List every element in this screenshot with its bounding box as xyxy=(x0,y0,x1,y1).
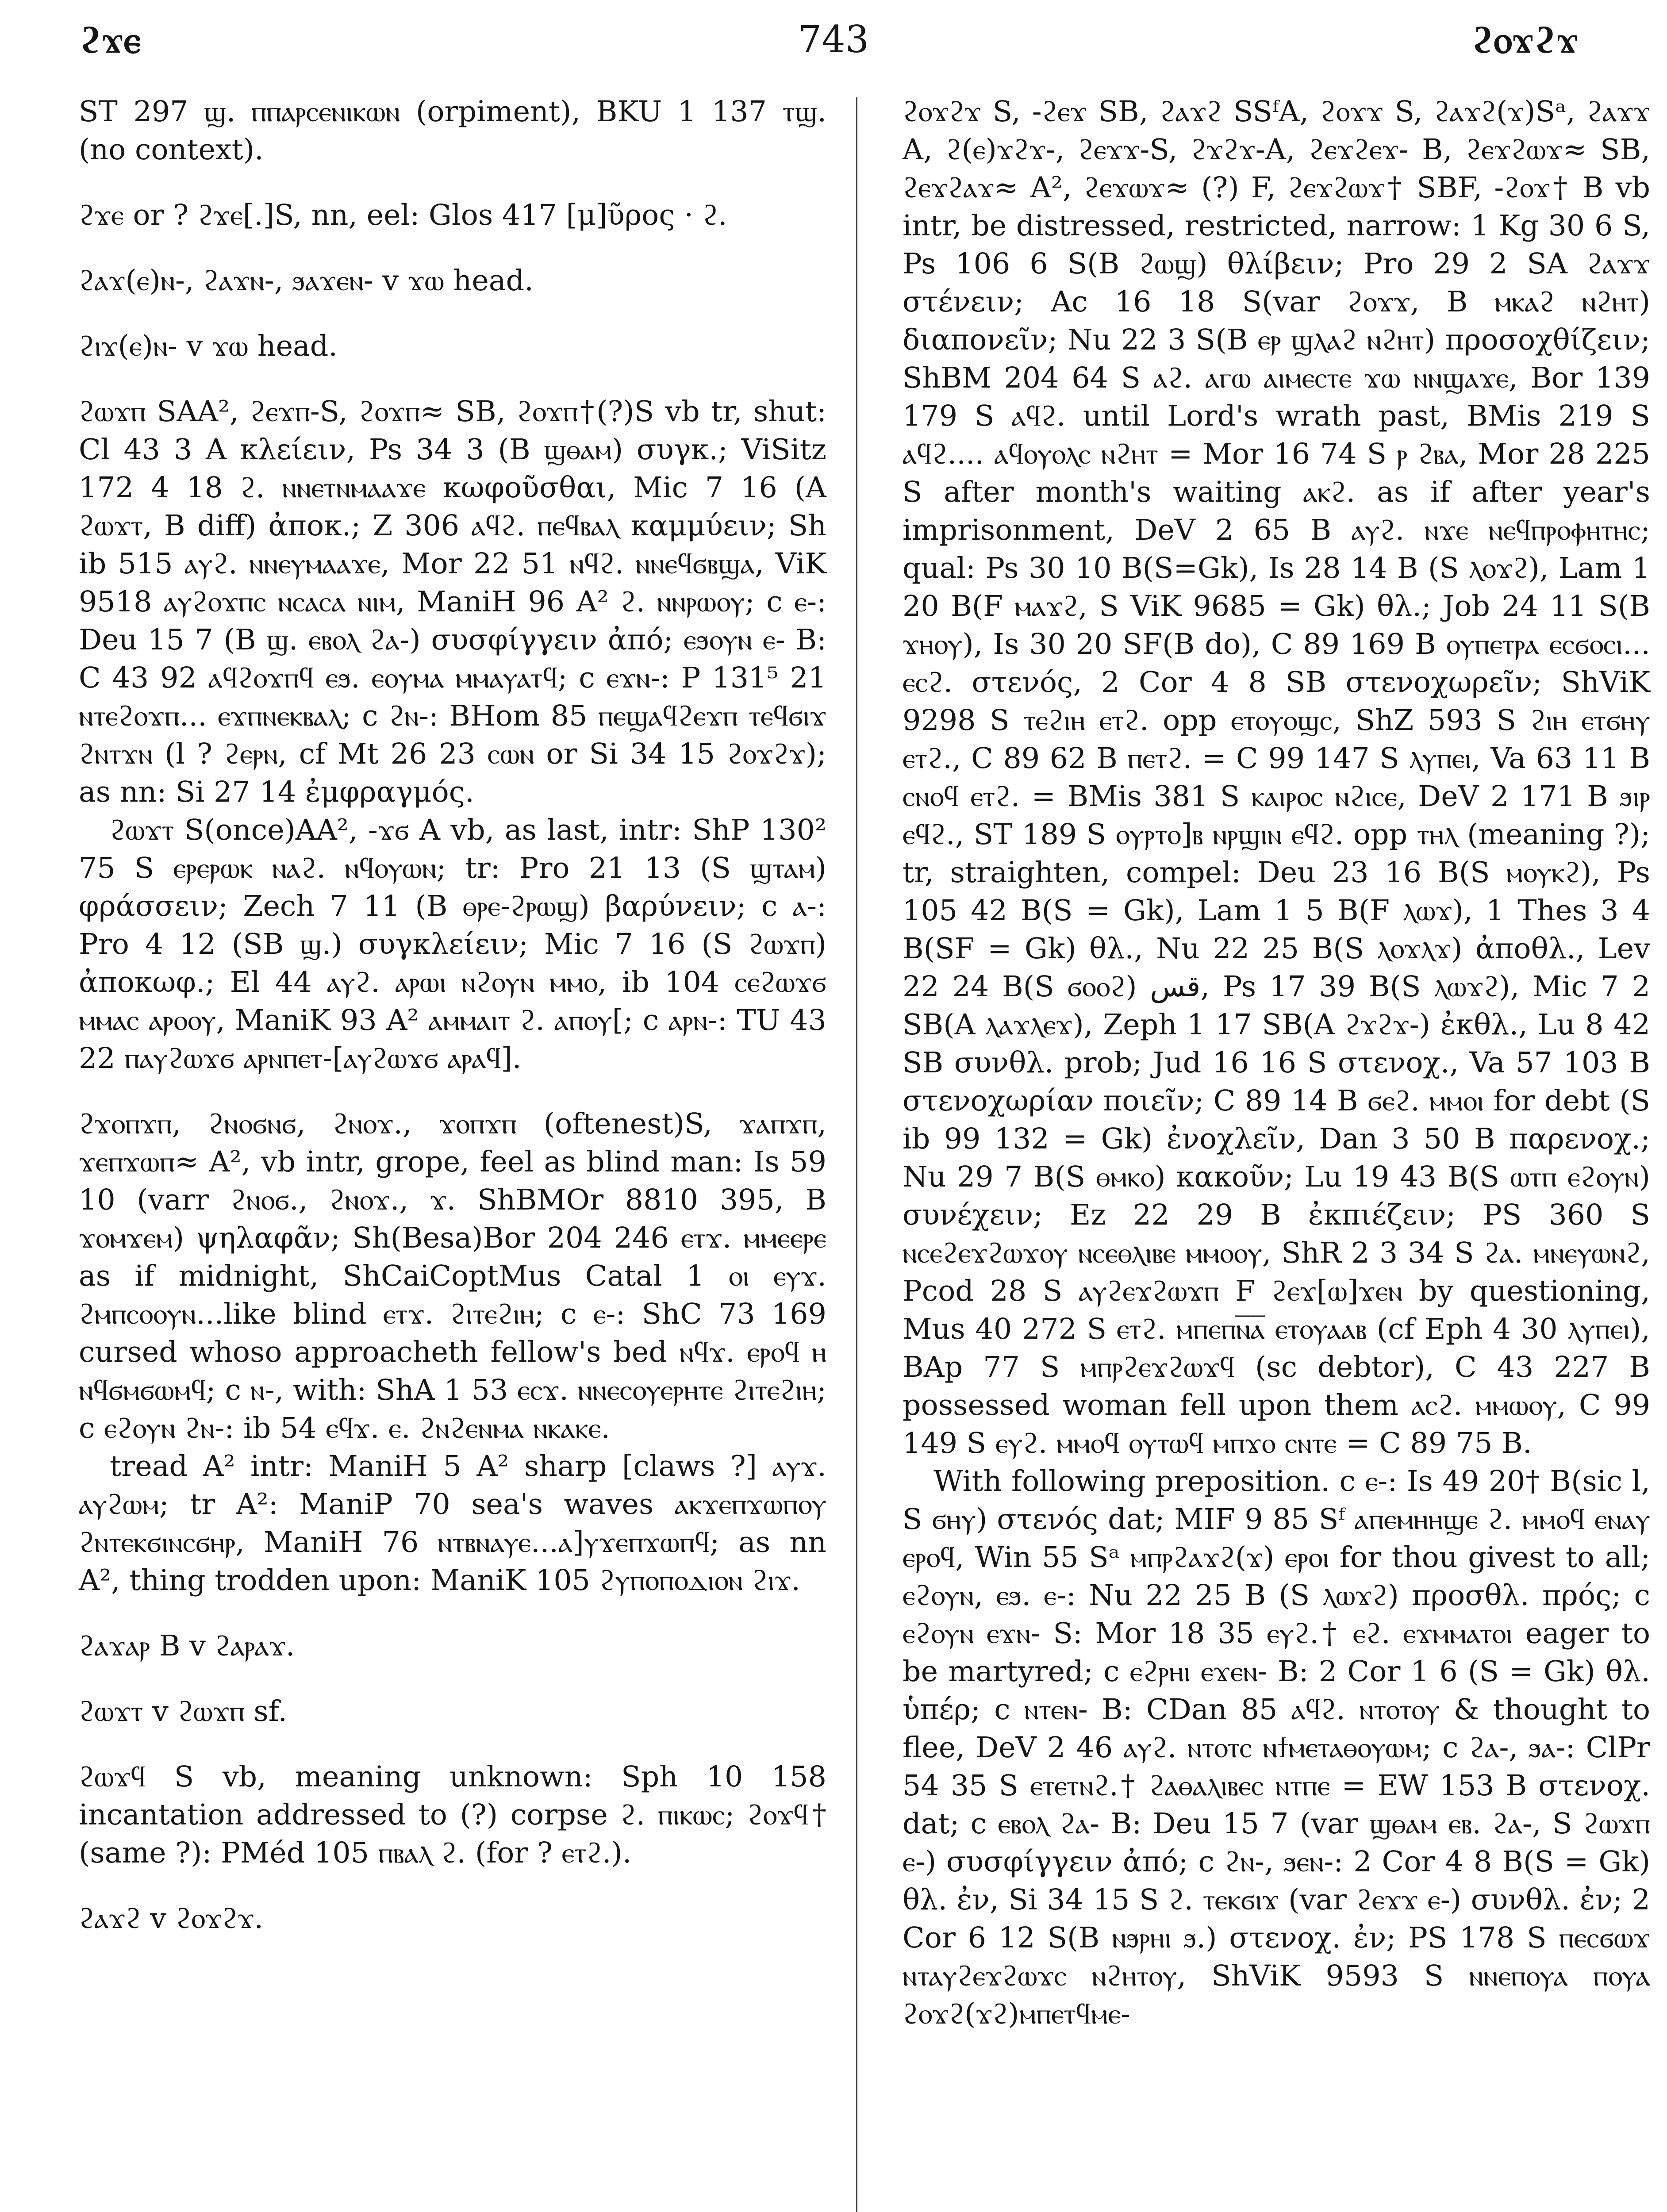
right-running-headword: ϩⲟϫϩϫ xyxy=(1471,18,1579,61)
entry-meaning-unknown: ϩⲱϫϥ S vb, meaning unknown: Sph 10 158 incantation addressed to (?) corpse ϩ. ⲡⲓⲕⲱⲥ; ϩⲟϫϥ† (same ?): PMéd 105 ⲡⲃⲁⲗ ϩ. (for ? ⲉⲧϩ.). xyxy=(79,1760,826,1870)
page-header xyxy=(0,0,1667,102)
entry-distressed: ϩⲟϫϩϫ S, -ϩⲉϫ SB, ϩⲁϫϩ SSᶠA, ϩⲟϫϫ S, ϩⲁϫϩ(ϫ)Sᵃ, ϩⲁϫϫ A, ϩ(ⲉ)ϫϩϫ-, ϩⲉϫϫ-S, ϩϫϩϫ-A, ϩⲉϫϩⲉϫ- B, ϩⲉϫϩⲱϫ≈ SB, ϩⲉϫϩⲁϫ≈ A², ϩⲉϫⲱϫ≈ (?) F, ϩⲉϫϩⲱϫ† SBF, -ϩⲟϫ† B vb intr, be distressed, restricted, narrow: 1 Kg 30 6 S, Ps 106 6 S(B ϩⲱϣ) θλίβειν; Pro 29 2 SA ϩⲁϫϫ στένειν; Ac 16 18 S(var ϩⲟϫϫ, B ⲙⲕⲁϩ ⲛϩⲏⲧ) διαπονεῖν; Nu 22 3 S(B ⲉⲣ ϣⲗⲁϩ ⲛϩⲏⲧ) προσοχθίζειν; ShBM 204 64 S ⲁϩ. ⲁⲅⲱ ⲁⲓⲙⲉⲥⲧⲉ ϫⲱ ⲛⲛϣⲁϫⲉ, Bor 139 179 S ⲁϥϩ. until Lord's wrath past, BMis 219 S ⲁϥϩ.... ⲁϥⲟⲩⲟⲗⲥ ⲛϩⲏⲧ = Mor 16 74 S ⲣ ϩⲃⲁ, Mor 28 225 S after month's waiting ⲁⲕϩ. as if after year's imprisonment, DeV 2 65 B ⲁⲩϩ. ⲛϫⲉ ⲛⲉϥⲡⲣⲟⲫⲏⲧⲏⲥ; qual: Ps 30 10 B(S=Gk), Is 28 14 B (S ⲗⲟϫϩ), Lam 1 20 B(F ⲙⲁϫϩ, S ViK 9685 = Gk) θλ.; Job 24 11 S(B ϫⲏⲟⲩ), Is 30 20 SF(B do), C 89 169 B ⲟⲩⲡⲉⲧⲣⲁ ⲉⲥϭⲟⲥⲓ... ⲉⲥϩ. στενός, 2 Cor 4 8 SB στενοχωρεῖν; ShViK 9298 S ⲧⲉϩⲓⲏ ⲉⲧϩ. opp ⲉⲧⲟⲩⲟϣⲥ, ShZ 593 S ϩⲓⲏ ⲉⲧϭⲏⲩ ⲉⲧϩ., C 89 62 B ⲡⲉⲧϩ. = C 99 147 S ⲗⲩⲡⲉⲓ, Va 63 11 B ⲥⲛⲟϥ ⲉⲧϩ. = BMis 381 S ⲕⲁⲓⲣⲟⲥ ⲛϩⲓⲥⲉ, DeV 2 171 B ϧⲓⲣ ⲉϥϩ., ST 189 S ⲟⲩⲣⲧⲟ]ⲃ ⲛⲣϣⲓⲛ ⲉϥϩ. opp ⲧⲏⲗ (meaning ?); tr, straighten, compel: Deu 23 16 B(S ⲙⲟⲩⲕϩ), Ps 105 42 B(S = Gk), Lam 1 5 B(F ⲗⲱϫ), 1 Thes 3 4 B(SF = Gk) θλ., Nu 22 25 B(S ⲗⲟϫⲗϫ) ἀποθλ., Lev 22 24 B(S ϭⲟⲟϩ) قس, Ps 17 39 B(S ⲗⲱϫϩ), Mic 7 2 SB(A ⲗⲁϫⲗⲉϫ), Zeph 1 17 SB(A ϩϫϩϫ-) ἐκθλ., Lu 8 42 SB συνθλ. prob; Jud 16 16 S στενοχ., Va 57 103 B στενοχωρίαν ποιεῖν; C 89 14 B ϭⲉϩ. ⲙⲙⲟⲓ for debt (S ib 99 132 = Gk) ἐνοχλεῖν, Dan 3 50 B παρενοχ.; Nu 29 7 B(S ⲑⲙⲕⲟ) κακοῦν; Lu 19 43 B(S ⲱⲧⲡ ⲉϩⲟⲩⲛ) συνέχειν; Ez 22 29 B ἐκπιέζειν; PS 360 S ⲛⲥⲉϩⲉϫϩⲱϫⲟⲩ ⲛⲥⲉⲑⲗⲓⲃⲉ ⲙⲙⲟⲟⲩ, ShR 2 3 34 S ϩⲁ. ⲙⲛⲉⲩⲱⲛϩ, Pcod 28 S ⲁⲩϩⲉϫϩⲱϫⲡ F ϩⲉϫ[ⲱ]ϫⲉⲛ by questioning, Mus 40 272 S ⲉⲧϩ. ⲙⲡⲉⲡⲛ̅ⲁ̅ ⲉⲧⲟⲩⲁⲁⲃ (cf Eph 4 30 ⲗⲩⲡⲉⲓ), BAp 77 S ⲙⲡⲣϩⲉϫϩⲱϫϥ (sc debtor), C 43 227 B possessed woman fell upon them ⲁⲥϩ. ⲙⲙⲱⲟⲩ, C 99 149 S ⲉⲩϩ. ⲙⲙⲟϥ ⲟⲩⲧⲱϥ ⲙⲡϫⲟ ⲥⲛⲧⲉ = C 89 75 B. xyxy=(903,95,1650,1460)
column-divider xyxy=(856,97,857,2212)
entry-subentry: tread A² intr: ManiH 5 A² sharp [claws ?] ⲁⲩϫ. ⲁⲩϩⲱⲙ; tr A²: ManiP 70 sea's waves ⲁⲕϫⲉⲡϫⲱⲡⲟⲩ ϩⲛⲧⲉⲕϭⲓⲛⲥϭⲏⲣ, ManiH 76 ⲛⲧⲃⲛⲁⲩⲉ...ⲁ]ⲩϫⲉⲡϫⲱⲡϥ; as nn A², thing trodden upon: ManiK 105 ϩⲩⲡⲟⲡⲟⲇⲓⲟⲛ ϩⲓϫ. xyxy=(79,1450,826,1597)
entry-cross-ref: ϩⲁϫϩ v ϩⲟϫϩϫ. xyxy=(79,1902,264,1935)
page-number: 743 xyxy=(798,18,869,61)
entry-grope: ϩϫⲟⲡϫⲡ, ϩⲛⲟϭⲛϭ, ϩⲛⲟϫ., ϫⲟⲡϫⲡ (oftenest)S, ϫⲁⲡϫⲡ, ϫⲉⲡϫⲱⲡ≈ A², vb intr, grope, feel as blind man: Is 59 10 (varr ϩⲛⲟϭ., ϩⲛⲟϫ., ϫ. ShBMOr 8810 395, B ϫⲟⲙϫⲉⲙ) ψηλαφᾶν; Sh(Besa)Bor 204 246 ⲉⲧϫ. ⲙⲙⲉⲉⲣⲉ as if midnight, ShCaiCoptMus Catal 1 ⲟⲓ ⲉⲩϫ. ϩⲙⲡⲥⲟⲟⲩⲛ...like blind ⲉⲧϫ. ϩⲓⲧⲉϩⲓⲏ; c ⲉ-: ShC 73 169 cursed whoso approacheth fellow's bed ⲛϥϫ. ⲉⲣⲟϥ ⲏ ⲛϥϭⲙϭⲱⲙϥ; c ⲛ-, with: ShA 1 53 ⲉⲥϫ. ⲛⲛⲉⲥⲟⲩⲉⲣⲏⲧⲉ ϩⲓⲧⲉϩⲓⲏ; c ⲉϩⲟⲩⲛ ϩⲛ-: ib 54 ⲉϥϫ. ⲉ. ϩⲛϩⲉⲛⲙⲁ ⲛⲕⲁⲕⲉ. xyxy=(79,1107,826,1445)
entry-shut: ϩⲱϫⲡ SAA², ϩⲉϫⲡ-S, ϩⲟϫⲡ≈ SB, ϩⲟϫⲡ†(?)S vb tr, shut: Cl 43 3 A κλείειν, Ps 34 3 (B ϣⲑⲁⲙ) συγκ.; ViSitz 172 4 18 ϩ. ⲛⲛⲉⲧⲛⲙⲁⲁϫⲉ κωφοῦσθαι, Mic 7 16 (A ϩⲱϫⲧ, B diff) ἀποκ.; Z 306 ⲁϥϩ. ⲡⲉϥⲃⲁⲗ καμμύειν; Sh ib 515 ⲁⲩϩ. ⲛⲛⲉⲩⲙⲁⲁϫⲉ, Mor 22 51 ⲛϥϩ. ⲛⲛⲉϥϭⲃϣⲁ, ViK 9518 ⲁⲩϩⲟϫⲡⲥ ⲛⲥⲁⲥⲁ ⲛⲓⲙ, ManiH 96 A² ϩ. ⲛⲛⲣⲱⲟⲩ; c ⲉ-: Deu 15 7 (B ϣ. ⲉⲃⲟⲗ ϩⲁ-) συσφίγγειν ἀπό; ⲉϧⲟⲩⲛ ⲉ- B: C 43 92 ⲁϥϩⲟϫⲡϥ ⲉϧ. ⲉⲟⲩⲙⲁ ⲙⲙⲁⲩⲁⲧϥ; c ⲉϫⲛ-: P 131⁵ 21 ⲛⲧⲉϩⲟϫⲡ... ⲉϫⲡⲛⲉⲕⲃⲁⲗ; c ϩⲛ-: BHom 85 ⲡⲉϣⲁϥϩⲉϫⲡ ⲧⲉϥϭⲓϫ ϩⲛⲧϫⲛ (l ? ϩⲉⲣⲛ, cf Mt 26 23 ⲥⲱⲛ or Si 34 15 ϩⲟϫϩϫ); as nn: Si 27 14 ἐμφραγμός. xyxy=(79,395,826,809)
entry-prepositions: With following preposition. c ⲉ-: Is 49 20† B(sic l, S ϭⲏⲩ) στενός dat; MIF 9 85 Sᶠ ⲁⲡⲉⲙⲏⲏϣⲉ ϩ. ⲙⲙⲟϥ ⲉⲛⲁⲩ ⲉⲣⲟϥ, Win 55 Sᵃ ⲙⲡⲣϩⲁϫϩ(ϫ) ⲉⲣⲟⲓ for thou givest to all; ⲉϩⲟⲩⲛ, ⲉϧ. ⲉ-: Nu 22 25 B (S ⲗⲱϫϩ) προσθλ. πρός; c ⲉϩⲟⲩⲛ ⲉϫⲛ- S: Mor 18 35 ⲉⲩϩ.† ⲉϩ. ⲉϫⲙⲙⲁⲧⲟⲓ eager to be martyred; c ⲉϩⲣⲏⲓ ⲉϫⲉⲛ- B: 2 Cor 1 6 (S = Gk) θλ. ὑπέρ; c ⲛⲧⲉⲛ- B: CDan 85 ⲁϥϩ. ⲛⲧⲟⲧⲟⲩ & thought to flee, DeV 2 46 ⲁⲩϩ. ⲛⲧⲟⲧⲥ ⲛϯⲙⲉⲧⲁⲑⲟⲩⲱⲙ; c ϩⲁ-, ϧⲁ-: ClPr 54 35 S ⲉⲧⲉⲧⲛϩ.† ϩⲁⲑⲁⲗⲓⲃⲉⲥ ⲛⲧⲡⲉ = EW 153 B στενοχ. dat; c ⲉⲃⲟⲗ ϩⲁ- B: Deu 15 7 (var ϣⲑⲁⲙ ⲉⲃ. ϩⲁ-, S ϩⲱϫⲡ ⲉ-) συσφίγγειν ἀπό; c ϩⲛ-, ϧⲉⲛ-: 2 Cor 4 8 B(S = Gk) θλ. ἐν, Si 34 15 S ϩ. ⲧⲉⲕϭⲓϫ (var ϩⲉϫϫ ⲉ-) συνθλ. ἐν; 2 Cor 6 12 S(B ⲛϧⲣⲏⲓ ϧ.) στενοχ. ἐν; PS 178 S ⲡⲉⲥϭⲱϫ ⲛⲧⲁⲩϩⲉϫϩⲱϫⲥ ⲛϩⲏⲧⲟⲩ, ShViK 9593 S ⲛⲛⲉⲡⲟⲩⲁ ⲡⲟⲩⲁ ϩⲟϫϩ(ϫϩ)ⲙⲡⲉⲧϥⲙⲉ- xyxy=(903,1465,1650,2031)
entry-continuation: ST 297 ϣ. ⲡⲡⲁⲣⲥⲉⲛⲓⲕⲱⲛ (orpiment), BKU 1 137 ⲧϣ. (no context). xyxy=(79,95,826,166)
left-running-headword: ϩϫⲉ xyxy=(80,18,141,61)
left-column xyxy=(79,93,826,1938)
entry-cross-ref: ϩⲱϫⲧ v ϩⲱϫⲡ sf. xyxy=(79,1695,288,1728)
entry-cross-ref: ϩⲓϫ(ⲉ)ⲛ- v ϫⲱ head. xyxy=(79,330,338,363)
right-column xyxy=(903,93,1650,2033)
entry-cross-ref: ϩⲁϫⲁⲣ B v ϩⲁⲣⲁϫ. xyxy=(79,1629,295,1663)
entry-subentry: ϩⲱϫⲧ S(once)AA², -ϫϭ A vb, as last, intr: ShP 130² 75 S ⲉⲣⲉⲣⲱⲕ ⲛⲁϩ. ⲛϥⲟⲩⲱⲛ; tr: Pro 21 13 (S ϣⲧⲁⲙ) φράσσειν; Zech 7 11 (B ⲑⲣⲉ-ϩⲣⲱϣ) βαρύνειν; c ⲁ-: Pro 4 12 (SB ϣ.) συγκλείειν; Mic 7 16 (S ϩⲱϫⲡ) ἀποκωφ.; El 44 ⲁⲩϩ. ⲁⲣⲱⲓ ⲛϩⲟⲩⲛ ⲙⲙⲟ, ib 104 ⲥⲉϩⲱϫϭ ⲙⲙⲁⲥ ⲁⲣⲟⲟⲩ, ManiK 93 A² ⲁⲙⲙⲁⲓⲧ ϩ. ⲁⲡⲟⲩ[; c ⲁⲣⲛ-: TU 43 22 ⲡⲁⲩϩⲱϫϭ ⲁⲣⲛⲡⲉⲧ-[ⲁⲩϩⲱϫϭ ⲁⲣⲁϥ]. xyxy=(79,814,826,1075)
entry-cross-ref: ϩⲁϫ(ⲉ)ⲛ-, ϩⲁϫⲛ-, ϧⲁϫⲉⲛ- v ϫⲱ head. xyxy=(79,264,534,297)
entry-eel: ϩϫⲉ or ? ϩϫⲉ[.]S, nn, eel: Glos 417 [μ]ῦρος · ϩ. xyxy=(79,199,727,232)
